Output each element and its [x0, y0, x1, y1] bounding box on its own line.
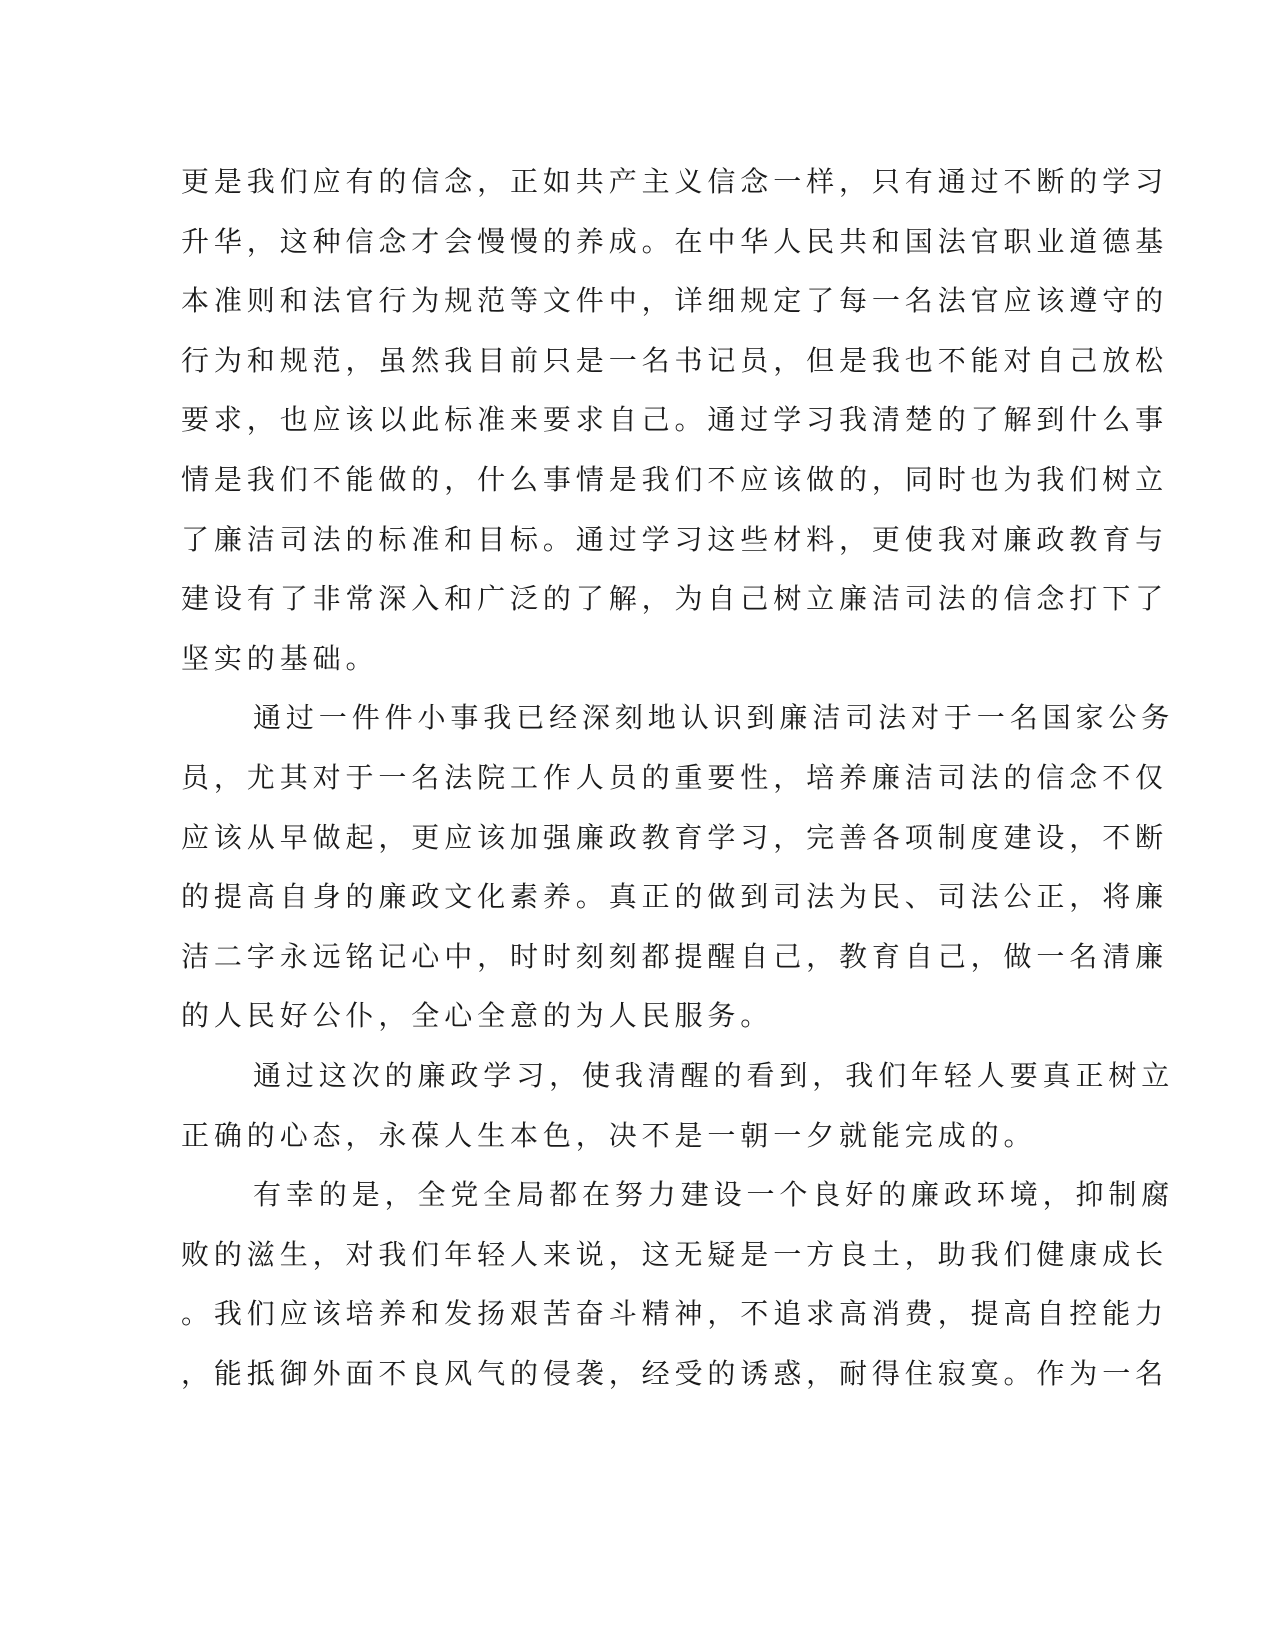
text-line: 。我们应该培养和发扬艰苦奋斗精神，不追求高消费，提高自控能力: [181, 1297, 1169, 1331]
text-line: 通过一件件小事我已经深刻地认识到廉洁司法对于一名国家公务: [253, 701, 1175, 735]
text-line: 败的滋生，对我们年轻人来说，这无疑是一方良土，助我们健康成长: [181, 1237, 1169, 1271]
text-line: 通过这次的廉政学习，使我清醒的看到，我们年轻人要真正树立: [253, 1058, 1175, 1092]
text-line: 的提高自身的廉政文化素养。真正的做到司法为民、司法公正，将廉: [181, 880, 1169, 914]
text-line: 正确的心态，永葆人生本色，决不是一朝一夕就能完成的。: [181, 1118, 1037, 1152]
text-line: 情是我们不能做的，什么事情是我们不应该做的，同时也为我们树立: [181, 462, 1169, 496]
text-line: 更是我们应有的信念，正如共产主义信念一样，只有通过不断的学习: [181, 165, 1169, 198]
text-line: 应该从早做起，更应该加强廉政教育学习，完善各项制度建设，不断: [181, 820, 1169, 854]
text-line: 升华，这种信念才会慢慢的养成。在中华人民共和国法官职业道德基: [181, 224, 1169, 258]
text-line: 洁二字永远铭记心中，时时刻刻都提醒自己，教育自己，做一名清廉: [181, 939, 1169, 973]
text-line: 员，尤其对于一名法院工作人员的重要性，培养廉洁司法的信念不仅: [181, 760, 1169, 794]
text-line: 的人民好公仆，全心全意的为人民服务。: [181, 999, 774, 1033]
body-text: [181, 158, 1175, 1409]
text-line: 要求，也应该以此标准来要求自己。通过学习我清楚的了解到什么事: [181, 403, 1169, 437]
text-line: 了廉洁司法的标准和目标。通过学习这些材料，更使我对廉政教育与: [181, 522, 1169, 556]
text-line: 本准则和法官行为规范等文件中，详细规定了每一名法官应该遵守的: [181, 284, 1169, 318]
text-line: 建设有了非常深入和广泛的了解，为自己树立廉洁司法的信念打下了: [181, 582, 1169, 616]
text-line: 行为和规范，虽然我目前只是一名书记员，但是我也不能对自己放松: [181, 343, 1169, 377]
text-line: 坚实的基础。: [181, 641, 379, 675]
text-line: ，能抵御外面不良风气的侵袭，经受的诱惑，耐得住寂寞。作为一名: [181, 1356, 1169, 1390]
text-line: 有幸的是，全党全局都在努力建设一个良好的廉政环境，抑制腐: [253, 1178, 1175, 1212]
